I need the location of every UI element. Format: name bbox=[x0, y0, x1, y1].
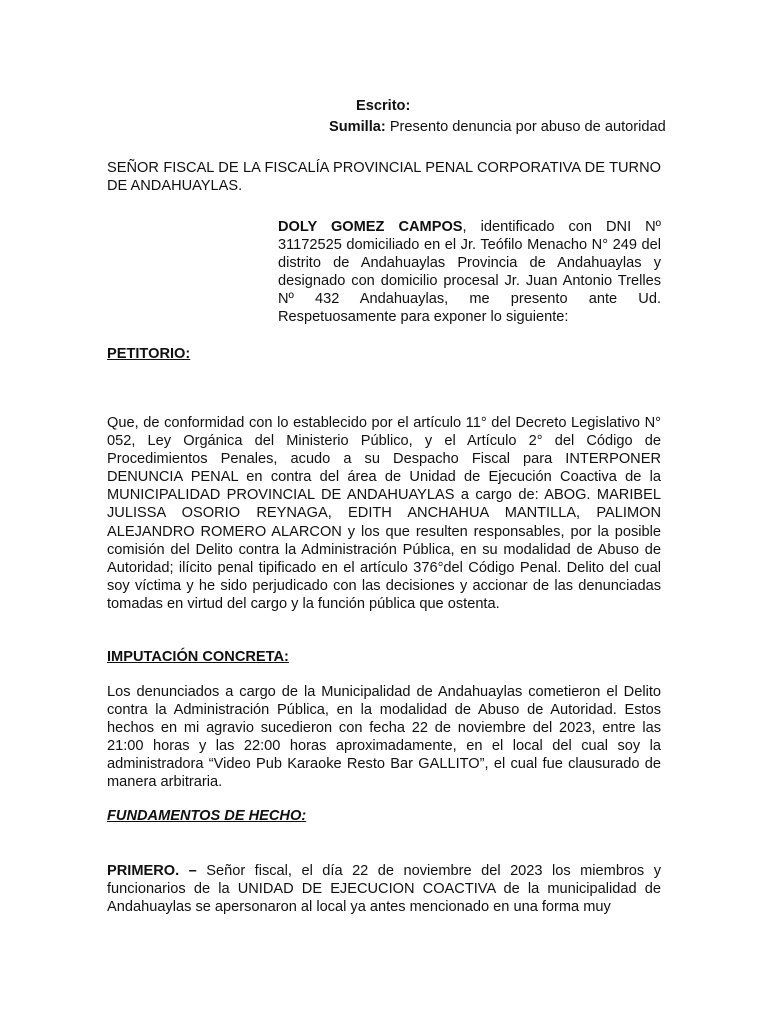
imputacion-heading: IMPUTACIÓN CONCRETA: bbox=[107, 649, 289, 665]
escrito-label: Escrito: bbox=[356, 98, 411, 114]
fundamentos-heading bbox=[107, 807, 306, 825]
fundamentos-heading-text: FUNDAMENTOS DE HECHO bbox=[107, 808, 302, 824]
sumilla-label: Sumilla: bbox=[329, 119, 386, 135]
sumilla-line bbox=[329, 118, 666, 136]
imputacion-paragraph: Los denunciados a cargo de la Municipalidad de Andahuaylas cometieron el Delito contra la Administración Pública, en la modalidad de Abuso de Autoridad. Estos hechos en mi agravio sucedieron con fecha 22 de noviembre del 2023, entre las 21:00 horas y las 22:00 horas aproximadamente, en el local del cual soy la administradora “Video Pub Karaoke Resto Bar GALLITO”, el cual fue clausurado de manera arbitraria. bbox=[107, 684, 661, 791]
primero-text: Señor fiscal, el día 22 de noviembre del 2023 los miembros y funcionarios de la UNIDAD DE EJECUCION COACTIVA de la municipalidad de Andahuaylas se apersonaron al local ya antes mencionado en una forma muy bbox=[107, 863, 661, 916]
intro-paragraph bbox=[278, 218, 661, 327]
petitorio-heading: PETITORIO: bbox=[107, 346, 191, 362]
intro-text: , identificado con DNI Nº 31172525 domiciliado en el Jr. Teófilo Menacho N° 249 del distrito de Andahuaylas Provincia de Andahuaylas y designado con domicilio procesal Jr. Juan Antonio Trelles Nº 432 Andahuaylas, me presento ante Ud. Respetuosamente para exponer lo siguiente: bbox=[278, 219, 662, 326]
addressee: SEÑOR FISCAL DE LA FISCALÍA PROVINCIAL PENAL CORPORATIVA DE TURNO DE ANDAHUAYLAS. bbox=[107, 160, 661, 195]
complainant-name: DOLY GOMEZ CAMPOS bbox=[278, 219, 463, 235]
petitorio-paragraph: Que, de conformidad con lo establecido por el artículo 11° del Decreto Legislativo N° 052, Ley Orgánica del Ministerio Público, y el Artículo 2° del Código de Procedimientos Penales, acudo a su Despacho Fiscal para INTERPONER DENUNCIA PENAL en contra del área de Unidad de Ejecución Coactiva de la MUNICIPALIDAD PROVINCIAL DE ANDAHUAYLAS a cargo de: ABOG. MARIBEL JULISSA OSORIO REYNAGA, EDITH ANCHAHUA MANTILLA, PALIMON ALEJANDRO ROMERO ALARCON y los que resulten responsables, por la posible comisión del Delito contra la Administración Pública, en su modalidad de Abuso de Autoridad; ilícito penal tipificado en el artículo 376°del Código Penal. Delito del cual soy víctima y he sido perjudicado con las decisiones y accionar de las denunciadas tomadas en virtud del cargo y la función pública que ostenta. bbox=[107, 415, 661, 612]
primero-label: PRIMERO. – bbox=[107, 863, 197, 879]
fundamentos-heading-colon: : bbox=[301, 808, 307, 824]
primero-paragraph bbox=[107, 862, 661, 916]
sumilla-text: Presento denuncia por abuso de autoridad bbox=[389, 119, 666, 135]
